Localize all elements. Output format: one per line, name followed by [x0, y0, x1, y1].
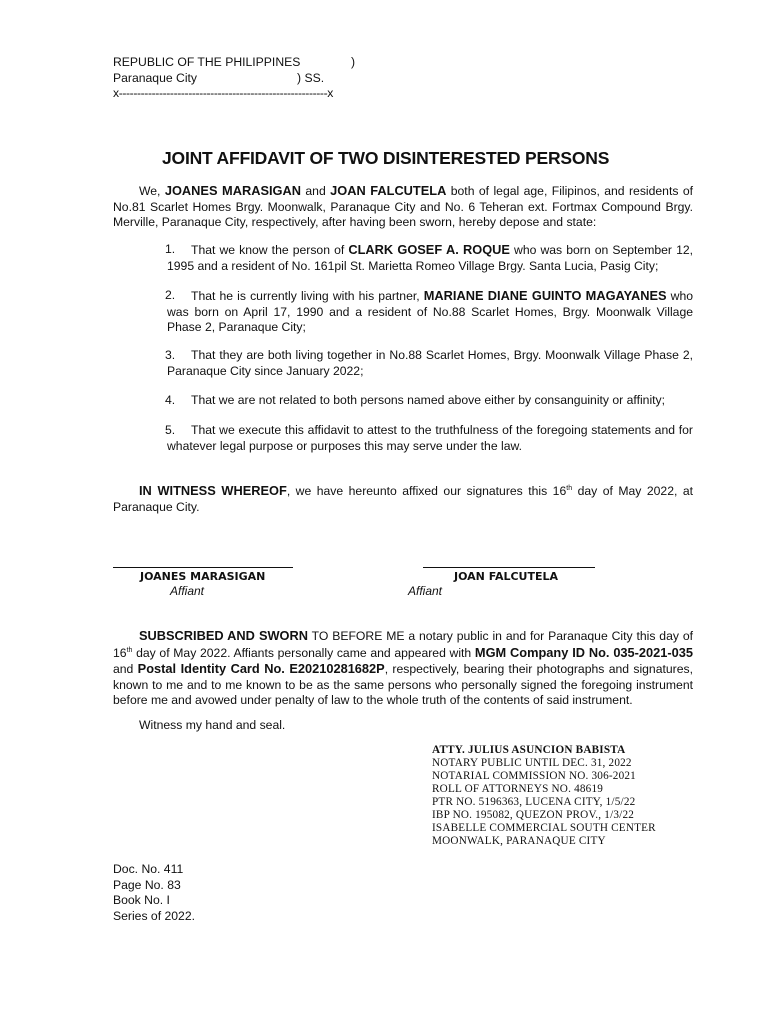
notary-line: IBP NO. 195082, QUEZON PROV., 1/3/22	[432, 809, 635, 821]
statement-item-1: 1. That we know the person of CLARK GOSEF A. ROQUE who was born on September 12, 1995 and a resident of No. 161pil St. Marietta Romeo Village Brgy. Santa Lucia, Pasig City;	[165, 242, 694, 273]
statement-item-4: 4. That we are not related to both persons named above either by consanguinity or affinity;	[165, 393, 666, 407]
caption-separator: x---------------------------------------------------------x	[113, 86, 333, 100]
witness-hand-seal: Witness my hand and seal.	[139, 718, 286, 732]
statement-item-5: 5. That we execute this affidavit to attest to the truthfulness of the foregoing statements and for whatever legal purpose or purposes this may serve under the law.	[165, 423, 693, 453]
subject-name: CLARK GOSEF A. ROQUE	[348, 242, 510, 257]
document-title: JOINT AFFIDAVIT OF TWO DISINTERESTED PERSONS	[162, 148, 610, 168]
caption-line-republic: REPUBLIC OF THE PHILIPPINES	[113, 55, 301, 69]
id-postal: Postal Identity Card No. E20210281682P	[137, 661, 385, 677]
intro-paragraph: We, JOANES MARASIGAN and JOAN FALCUTELA both of legal age, Filipinos, and residents of No.81 Scarlet Homes Brgy. Moonwalk, Paranaque City and No. 6 Teheran ext. Fortmax Compound Brgy. Merville, Paranaque City, respectively, after having been sworn, hereby depose and state:	[113, 183, 694, 230]
page-number: Page No. 83	[113, 877, 181, 892]
notary-line: MOONWALK, PARANAQUE CITY	[432, 835, 606, 847]
affiant-name-2: JOAN FALCUTELA	[330, 183, 447, 198]
id-mgm: MGM Company ID No. 035-2021-035	[474, 644, 694, 660]
notary-line: PTR NO. 5196363, LUCENA CITY, 1/5/22	[432, 796, 636, 808]
caption-line-city: Paranaque City	[113, 71, 198, 85]
signature-role-1: Affiant	[170, 584, 205, 598]
affiant-name-1: JOANES MARASIGAN	[164, 183, 301, 198]
signature-line-1	[113, 567, 293, 568]
jurat-paragraph: SUBSCRIBED AND SWORN TO BEFORE ME a notary public in and for Paranaque City this day of 16th day of May 2022. Affiants personally came and appeared with MGM Company ID No. 035-2021-035 and Postal Identity Card No. E20210281682P, respectively, bearing their photographs and signatures, known to me and to me known to be as the same persons who personally signed the foregoing instrument before me and avowed under penalty of law to the whole truth of the contents of said instrument.	[113, 628, 694, 708]
witness-clause: IN WITNESS WHEREOF, we have hereunto affixed our signatures this 16th day of May 2022, at Paranaque City.	[113, 483, 694, 514]
caption-ss: ) SS.	[297, 71, 325, 85]
signature-line-2	[423, 567, 595, 568]
notary-line: NOTARY PUBLIC UNTIL DEC. 31, 2022	[432, 757, 632, 769]
series-year: Series of 2022.	[113, 908, 195, 923]
signature-role-2: Affiant	[408, 584, 443, 598]
caption-paren: )	[351, 55, 356, 69]
notary-name: ATTY. JULIUS ASUNCION BABISTA	[432, 744, 626, 756]
partner-name: MARIANE DIANE GUINTO MAGAYANES	[423, 288, 667, 303]
signature-name-1: JOANES MARASIGAN	[140, 570, 266, 583]
book-number: Book No. I	[113, 893, 170, 908]
notary-line: ROLL OF ATTORNEYS NO. 48619	[432, 783, 604, 795]
notary-line: NOTARIAL COMMISSION NO. 306-2021	[432, 770, 636, 782]
notary-block	[432, 744, 656, 848]
doc-number: Doc. No. 411	[113, 862, 184, 876]
notary-line: ISABELLE COMMERCIAL SOUTH CENTER	[432, 822, 656, 834]
statement-item-3: 3. That they are both living together in No.88 Scarlet Homes, Brgy. Moonwalk Village Phase 2, Paranaque City since January 2022;	[165, 348, 693, 378]
signature-name-2: JOAN FALCUTELA	[454, 570, 559, 583]
statement-item-2: 2. That he is currently living with his partner, MARIANE DIANE GUINTO MAGAYANES who was born on April 17, 1990 and a resident of No.88 Scarlet Homes, Brgy. Moonwalk Village Phase 2, Paranaque City;	[165, 288, 694, 335]
doc-info	[113, 862, 195, 924]
